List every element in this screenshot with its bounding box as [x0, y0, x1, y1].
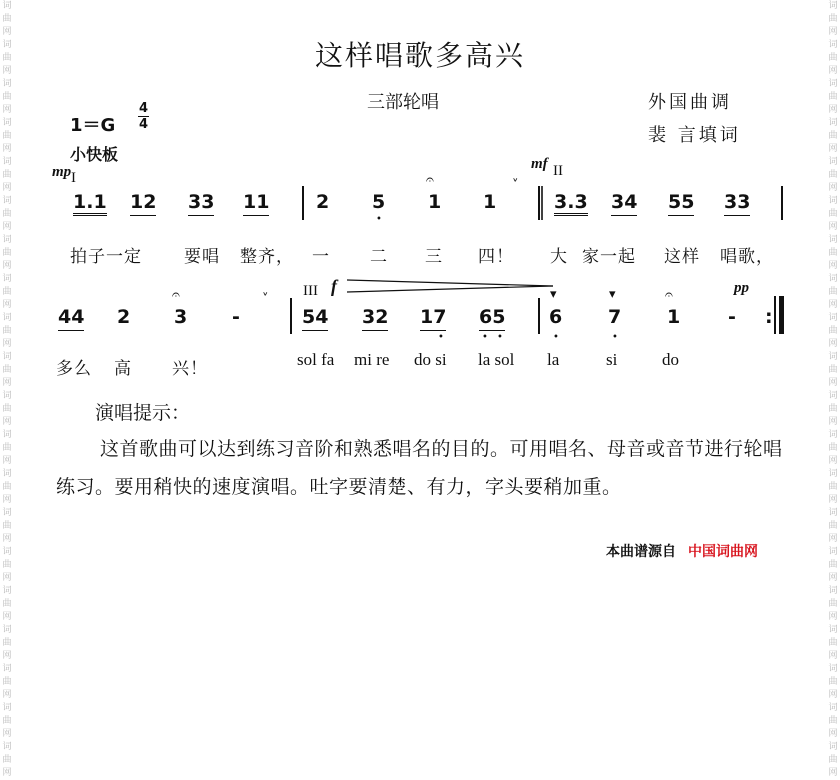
note-group: 54 — [302, 306, 328, 328]
source-credit — [606, 541, 758, 561]
lyric: 拍子一定 — [70, 247, 142, 267]
lyric: 整齐， — [240, 247, 294, 267]
lower-octave-dot: • — [438, 332, 444, 343]
lyric: 四！ — [478, 247, 514, 267]
bar-line — [290, 298, 292, 334]
lyric: 这样 — [664, 247, 700, 267]
music-origin: 外国曲调 — [648, 92, 732, 113]
tips-heading: 演唱提示： — [95, 402, 191, 424]
repeat-dots: : — [765, 306, 773, 328]
lower-octave-dot: • — [482, 332, 488, 343]
lyric: 兴！ — [172, 359, 208, 379]
solfa-syllable: mi re — [354, 350, 390, 369]
key-signature: 1＝G — [70, 115, 116, 136]
lyric: 一 — [312, 247, 330, 267]
fermata-icon: 𝄐 — [665, 287, 673, 303]
dynamic-f: f — [331, 276, 337, 296]
watermark-left: 词曲网 词曲网 词曲网 词曲网 词曲网 词曲网 词曲网 词曲网 词曲网 词曲网 词曲网 词曲网 词曲网 词曲网 词曲网 词曲网 词曲网 词曲网 词曲网 词曲网 — [2, 1, 12, 778]
part-one-label: I — [71, 170, 76, 186]
final-bar-line — [779, 296, 784, 334]
note: 5 — [372, 191, 386, 213]
bar-line — [538, 298, 540, 334]
solfa-syllable: si — [606, 350, 618, 369]
note: 6 — [549, 306, 563, 328]
lower-octave-dot: • — [553, 332, 559, 343]
note-group: 44 — [58, 306, 84, 328]
time-signature — [138, 101, 149, 132]
lyric: 唱歌， — [720, 247, 774, 267]
note: - — [728, 306, 736, 328]
solfa-syllable: sol fa — [297, 350, 335, 369]
note-group: 11 — [243, 191, 269, 213]
note: 2 — [316, 191, 330, 213]
tips-body: 这首歌曲可以达到练习音阶和熟悉唱名的目的。可用唱名、母音或音节进行轮唱练习。要用稍快的速度演唱。吐字要清楚、有力，字头要稍加重。 — [56, 438, 783, 498]
solfa-syllable: do — [662, 350, 679, 369]
note-group: 12 — [130, 191, 156, 213]
note-group: 17 — [420, 306, 446, 328]
part-three-label: III — [303, 283, 318, 299]
song-title: 这样唱歌多高兴 — [314, 39, 525, 72]
note: 2 — [117, 306, 131, 328]
dynamic-mf: mf — [531, 156, 548, 172]
lyric: 多么 — [56, 359, 92, 379]
lyric: 二 — [370, 247, 388, 267]
source-label: 本曲谱源自 — [606, 544, 676, 560]
lyric: 大 — [550, 247, 568, 267]
note: 7 — [608, 306, 622, 328]
note-group: 33 — [724, 191, 750, 213]
lyric: 要唱 — [184, 247, 220, 267]
breath-mark-icon: ˅ — [262, 292, 269, 307]
song-subtitle: 三部轮唱 — [367, 92, 439, 113]
lyric: 三 — [425, 247, 443, 267]
bar-line — [302, 186, 304, 220]
decrescendo-hairpin — [345, 278, 555, 294]
solfa-syllable: la — [547, 350, 560, 369]
note-group: 55 — [668, 191, 694, 213]
fermata-icon: 𝄐 — [172, 287, 180, 303]
accent-mark-icon: ▾ — [550, 287, 557, 302]
lyric: 高 — [114, 359, 132, 379]
dynamic-pp: pp — [734, 280, 749, 296]
note: 1 — [483, 191, 497, 213]
note: 1 — [428, 191, 442, 213]
note: 3 — [174, 306, 188, 328]
note-group: 33 — [188, 191, 214, 213]
fermata-icon: 𝄐 — [426, 172, 434, 188]
bar-line-double — [541, 186, 543, 220]
lower-octave-dot: • — [376, 214, 382, 225]
dynamic-mp: mp — [52, 164, 72, 180]
note: - — [232, 306, 240, 328]
breath-mark-icon: ˅ — [512, 178, 519, 193]
source-site-link[interactable]: 中国词曲网 — [688, 544, 758, 560]
meter-bottom: 4 — [138, 117, 149, 132]
note: 1 — [667, 306, 681, 328]
note-group: 1.1 — [73, 191, 107, 213]
accent-mark-icon: ▾ — [609, 287, 616, 302]
note-group: 34 — [611, 191, 637, 213]
note-group: 32 — [362, 306, 388, 328]
bar-line — [781, 186, 783, 220]
solfa-syllable: la sol — [478, 350, 515, 369]
meter-top: 4 — [138, 101, 149, 116]
lyric: 家一起 — [582, 247, 636, 267]
lower-octave-dot: • — [612, 332, 618, 343]
note-group: 3.3 — [554, 191, 588, 213]
part-two-label: II — [553, 163, 563, 179]
solfa-syllable: do si — [414, 350, 447, 369]
bar-line — [538, 186, 540, 220]
tempo-marking: 小快板 — [70, 145, 119, 164]
note-group: 65 — [479, 306, 505, 328]
lower-octave-dot: • — [497, 332, 503, 343]
bar-line — [774, 296, 776, 334]
lyricist-credit: 裴 言填词 — [648, 125, 741, 146]
watermark-right: 词曲网 词曲网 词曲网 词曲网 词曲网 词曲网 词曲网 词曲网 词曲网 词曲网 词曲网 词曲网 词曲网 词曲网 词曲网 词曲网 词曲网 词曲网 词曲网 词曲网 — [828, 1, 838, 778]
